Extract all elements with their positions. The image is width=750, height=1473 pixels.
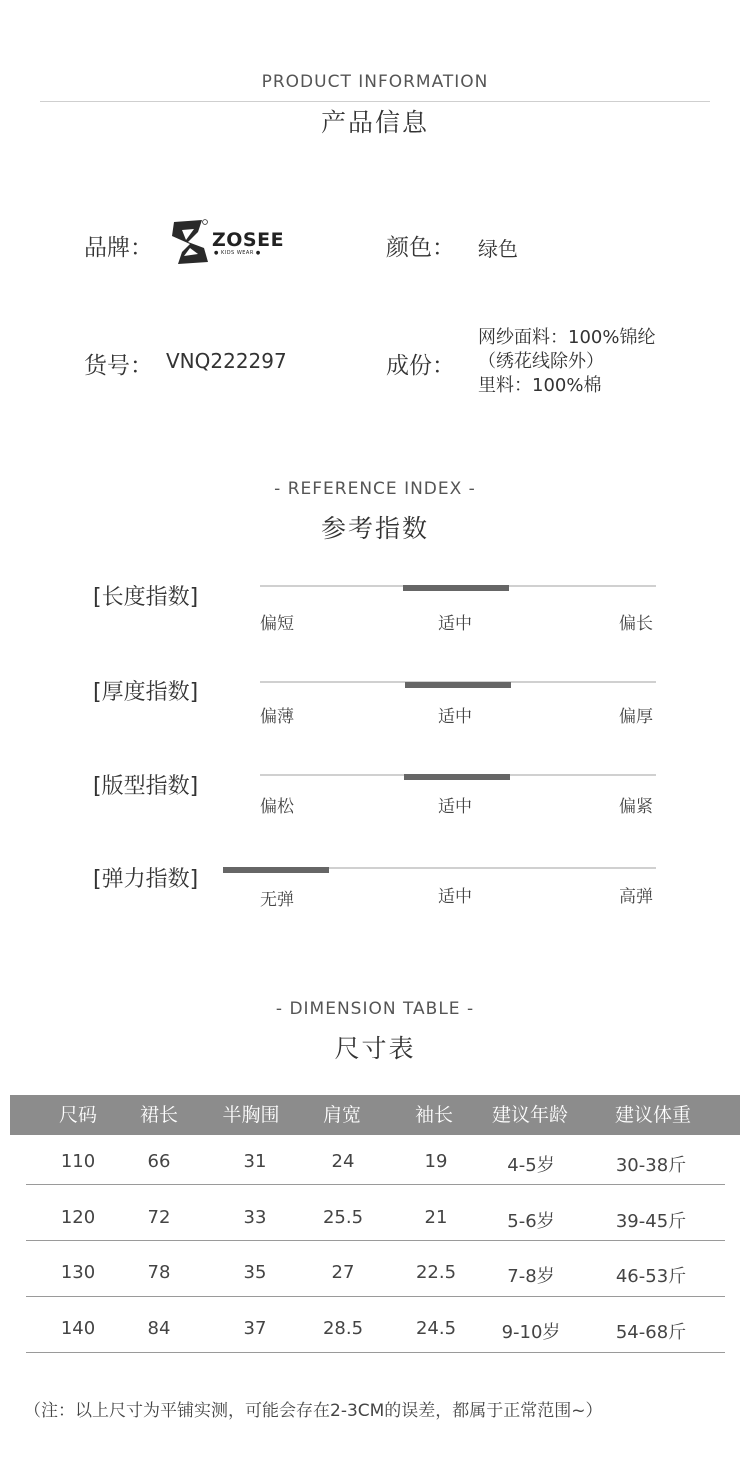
table-cell: 72	[147, 1207, 171, 1228]
table-cell: 130	[60, 1262, 96, 1283]
table-cell: 4-5岁	[507, 1155, 555, 1176]
material-line-2: （绣花线除外）	[478, 351, 604, 372]
table-cell: 33	[243, 1207, 267, 1228]
table-cell: 25.5	[322, 1207, 364, 1228]
table-cell: 9-10岁	[501, 1322, 561, 1343]
table-cell: 39-45斤	[615, 1211, 687, 1232]
table-cell: 24	[331, 1151, 355, 1172]
table-header-cell: 袖长	[414, 1104, 454, 1126]
table-header-cell: 半胸围	[222, 1104, 280, 1126]
length-index-left: 偏短	[260, 614, 294, 634]
table-row-divider	[26, 1184, 725, 1185]
dimension-table-title-cn: 尺寸表	[334, 1034, 416, 1063]
table-cell: 24.5	[415, 1318, 457, 1339]
elasticity-index-right: 高弹	[619, 887, 653, 907]
table-header-cell: 尺码	[58, 1104, 98, 1126]
table-cell: 66	[147, 1151, 171, 1172]
table-row-divider	[26, 1352, 725, 1353]
brand-label: 品牌：	[84, 235, 153, 261]
material-line-1: 网纱面料：100%锦纶	[478, 327, 656, 348]
sku-value: VNQ222297	[166, 349, 287, 373]
table-cell: 78	[147, 1262, 171, 1283]
table-cell: 21	[424, 1207, 448, 1228]
thickness-index-left: 偏薄	[260, 707, 294, 727]
table-header-cell: 肩宽	[322, 1104, 362, 1126]
table-cell: 35	[243, 1262, 267, 1283]
table-cell: 140	[60, 1318, 96, 1339]
material-label: 成份：	[386, 353, 455, 379]
table-cell: 31	[243, 1151, 267, 1172]
product-info-divider	[40, 101, 710, 102]
dimension-note: （注：以上尺寸为平铺实测，可能会存在2-3CM的误差，都属于正常范围~）	[24, 1401, 603, 1421]
length-index-label: [长度指数]	[93, 585, 199, 610]
thickness-index-right: 偏厚	[619, 707, 653, 727]
table-cell: 7-8岁	[507, 1266, 555, 1287]
length-index-right: 偏长	[619, 614, 653, 634]
color-label: 颜色：	[386, 235, 455, 261]
brand-logo-sub: ● KIDS WEAR ●	[214, 250, 261, 256]
table-cell: 54-68斤	[615, 1322, 687, 1343]
length-index-mid: 适中	[438, 614, 472, 634]
sku-label: 货号：	[84, 353, 153, 379]
length-index-bar	[403, 585, 509, 591]
brand-logo-text: ZOSEE	[212, 229, 285, 251]
table-cell: 19	[424, 1151, 448, 1172]
table-cell: 37	[243, 1318, 267, 1339]
fit-index-left: 偏松	[260, 797, 294, 817]
table-cell: 28.5	[322, 1318, 364, 1339]
table-cell: 30-38斤	[615, 1155, 687, 1176]
table-cell: 84	[147, 1318, 171, 1339]
zosee-logo-icon	[168, 218, 210, 266]
elasticity-index-label: [弹力指数]	[93, 867, 199, 892]
fit-index-mid: 适中	[438, 797, 472, 817]
table-cell: 120	[60, 1207, 96, 1228]
material-line-3: 里料：100%棉	[478, 375, 602, 396]
color-value: 绿色	[478, 237, 518, 261]
product-info-title-en: PRODUCT INFORMATION	[261, 72, 489, 92]
thickness-index-label: [厚度指数]	[93, 680, 199, 705]
table-cell: 22.5	[415, 1262, 457, 1283]
table-row-divider	[26, 1296, 725, 1297]
thickness-index-mid: 适中	[438, 707, 472, 727]
table-cell: 5-6岁	[507, 1211, 555, 1232]
fit-index-label: [版型指数]	[93, 774, 199, 799]
fit-index-right: 偏紧	[619, 797, 653, 817]
table-cell: 46-53斤	[615, 1266, 687, 1287]
elasticity-index-bar	[223, 867, 329, 873]
table-header-cell: 裙长	[139, 1104, 179, 1126]
table-header-cell: 建议体重	[614, 1104, 692, 1126]
table-cell: 27	[331, 1262, 355, 1283]
table-header-cell: 建议年龄	[491, 1104, 569, 1126]
reference-index-title-en: - REFERENCE INDEX -	[274, 479, 476, 499]
elasticity-index-left: 无弹	[260, 890, 294, 910]
table-header	[10, 1095, 740, 1135]
reference-index-title-cn: 参考指数	[320, 514, 429, 543]
dimension-table-title-en: - DIMENSION TABLE -	[275, 999, 475, 1019]
brand-logo	[168, 218, 286, 266]
table-cell: 110	[60, 1151, 96, 1172]
product-info-title-cn: 产品信息	[320, 108, 429, 137]
fit-index-bar	[404, 774, 510, 780]
elasticity-index-mid: 适中	[438, 887, 472, 907]
thickness-index-bar	[405, 682, 511, 688]
table-row-divider	[26, 1240, 725, 1241]
